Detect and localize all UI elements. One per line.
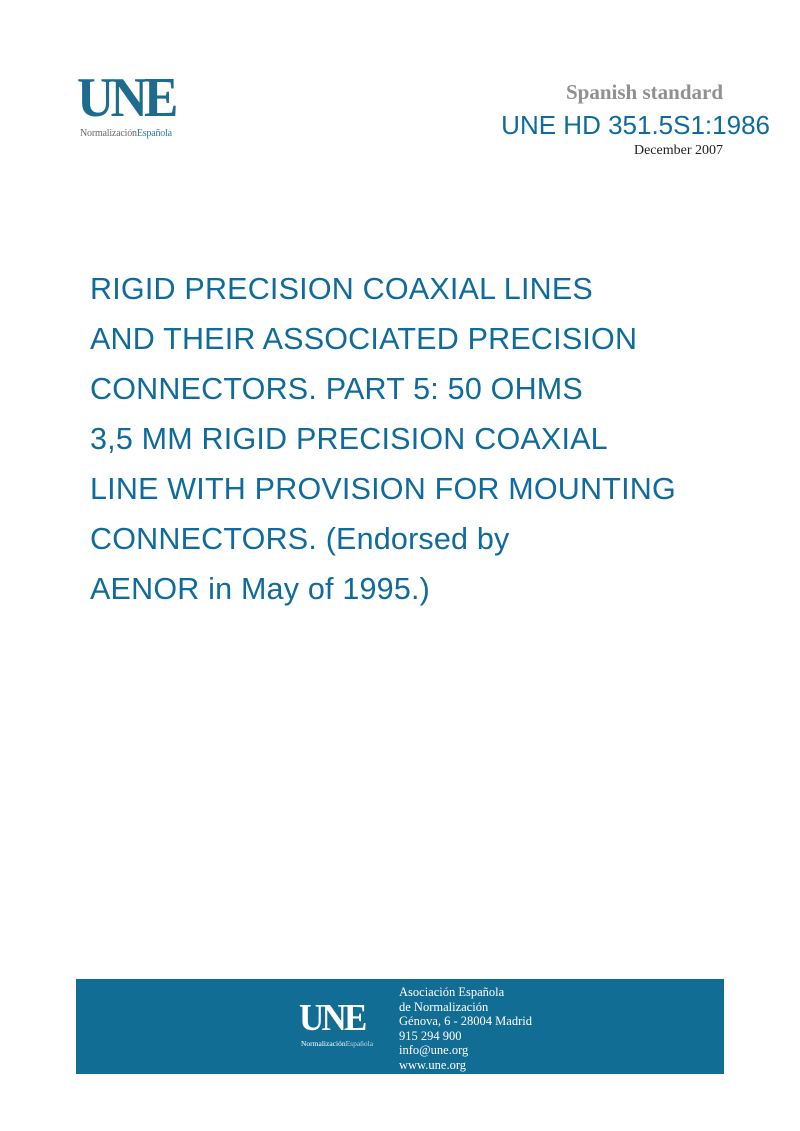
footer-email: info@une.org [399, 1043, 469, 1057]
footer-une-logo [299, 998, 389, 1053]
footer-logo-subtitle [301, 1039, 373, 1048]
footer-logo-subtitle-espanola: Española [345, 1039, 374, 1048]
logo-subtitle [80, 128, 172, 139]
footer-logo-wordmark: UNE [299, 997, 365, 1039]
footer-org-name-line2: de Normalización [399, 999, 489, 1014]
footer-contact [399, 985, 532, 1072]
footer-phone: 915 294 900 [399, 1028, 462, 1043]
footer-band [76, 979, 724, 1074]
footer-logo-subtitle-normalizacion: Normalización [301, 1039, 346, 1048]
une-logo [77, 67, 197, 142]
standard-code: UNE HD 351.5S1:1986 [501, 110, 770, 140]
title-line: LINE WITH PROVISION FOR MOUNTING [90, 472, 676, 506]
logo-wordmark: UNE [77, 67, 175, 129]
standard-kind: Spanish standard [566, 80, 723, 104]
footer-website: www.une.org [399, 1057, 467, 1072]
title-line: CONNECTORS. (Endorsed by [90, 522, 510, 556]
title-line: AENOR in May of 1995.) [90, 572, 431, 606]
logo-subtitle-normalizacion: Normalización [80, 128, 137, 139]
footer-address: Génova, 6 - 28004 Madrid [399, 1014, 532, 1028]
title-line: RIGID PRECISION COAXIAL LINES [90, 272, 593, 306]
document-title [90, 264, 750, 614]
title-line: CONNECTORS. PART 5: 50 OHMS [90, 372, 583, 406]
logo-subtitle-espanola: Española [136, 128, 172, 139]
title-line: AND THEIR ASSOCIATED PRECISION [90, 322, 638, 356]
publication-date: December 2007 [633, 143, 723, 158]
footer-org-name-line1: Asociación Española [399, 985, 505, 999]
title-line: 3,5 MM RIGID PRECISION COAXIAL [90, 422, 608, 456]
